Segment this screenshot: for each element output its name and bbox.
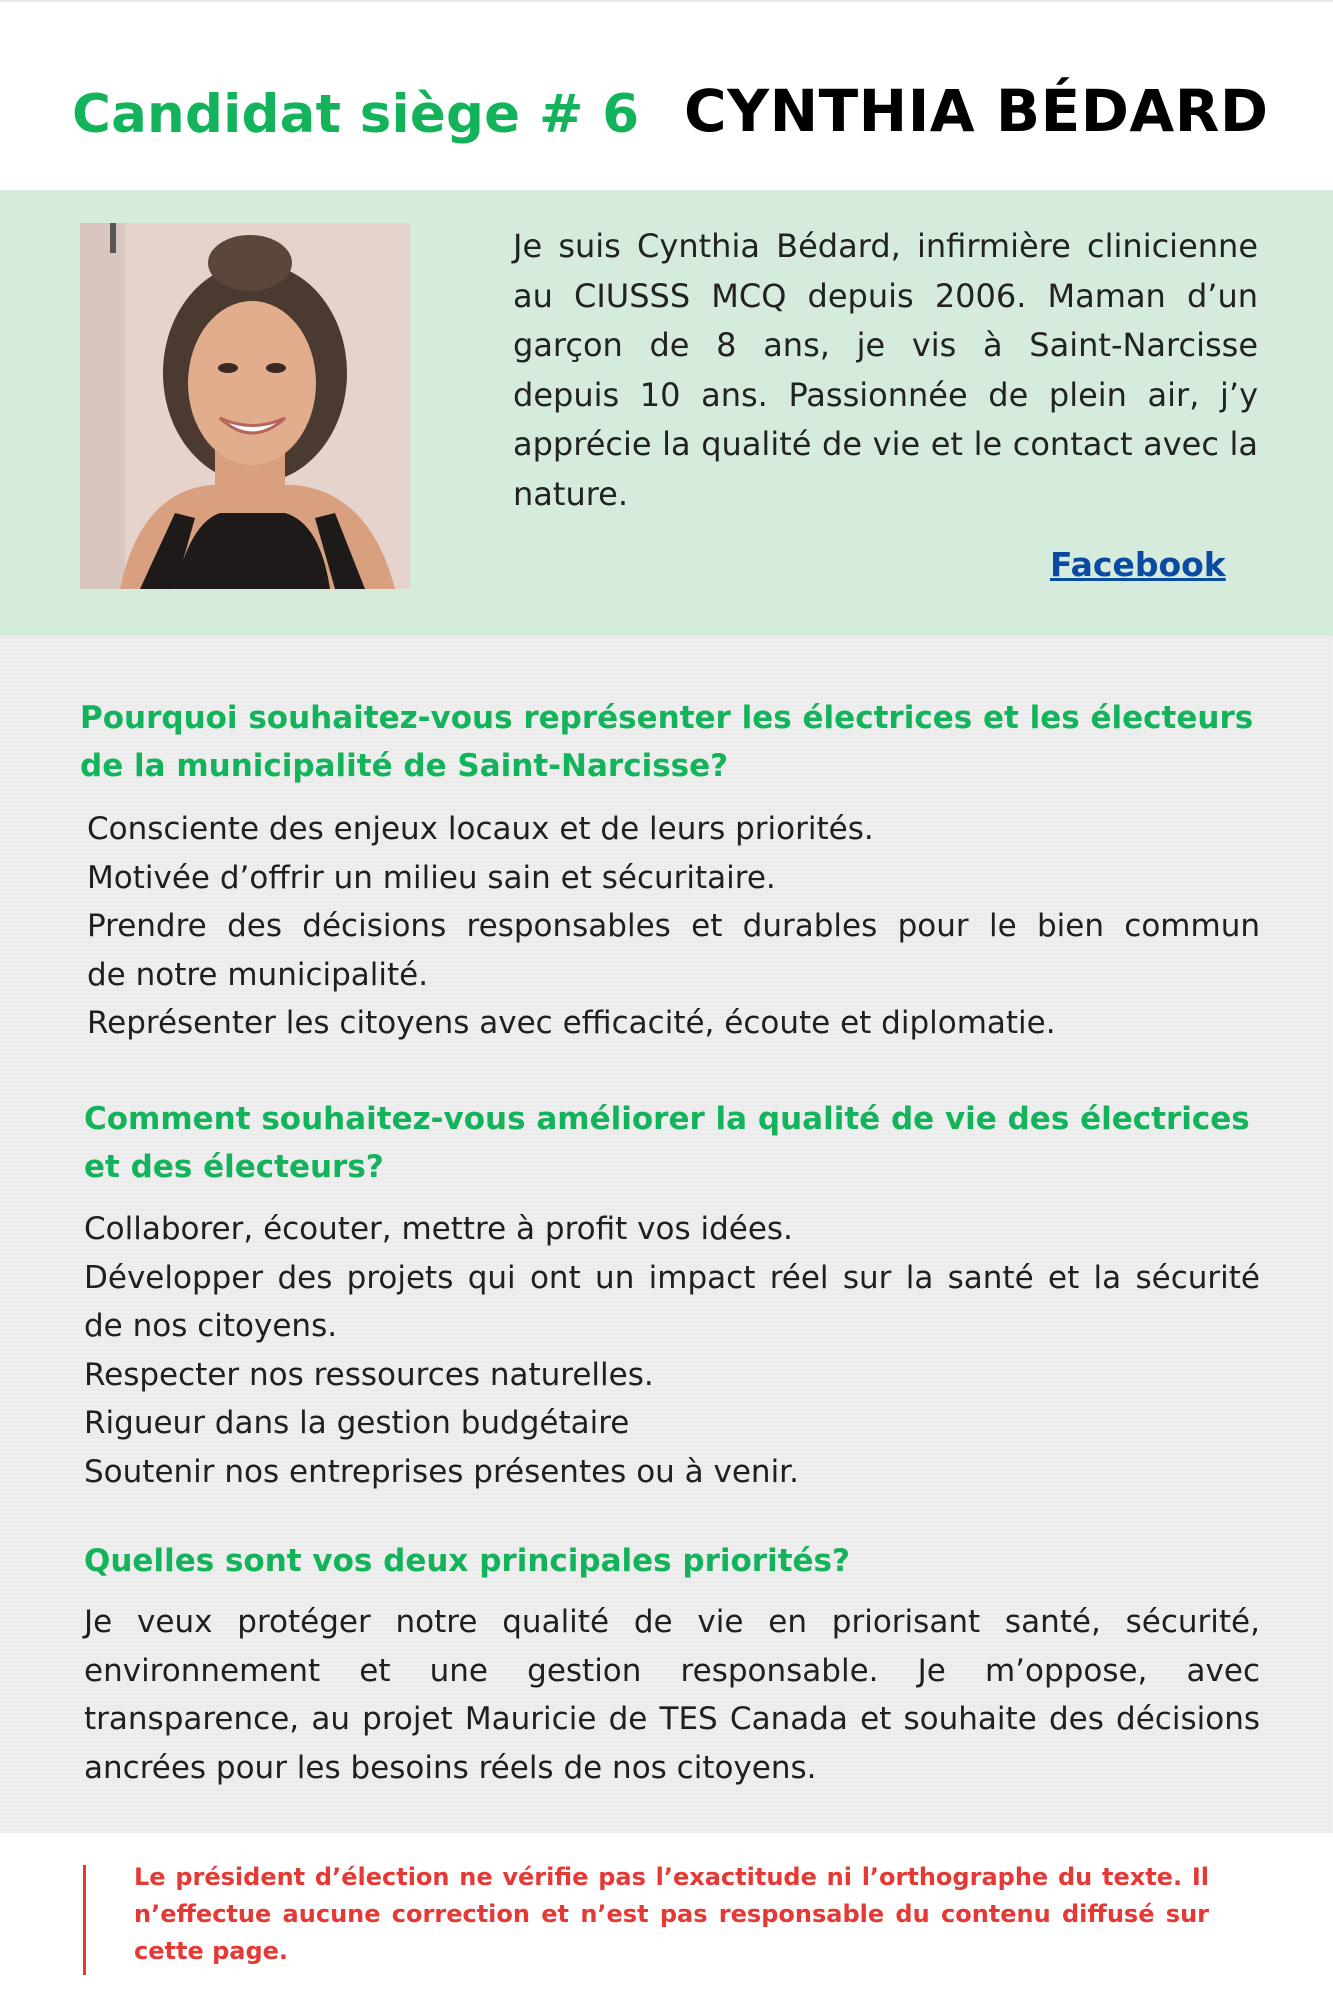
answer-1-line: Représenter les citoyens avec efficacité, écoute et diplomatie. [87, 1005, 1056, 1041]
answer-1-line: Consciente des enjeux locaux et de leurs priorités. [87, 811, 874, 847]
question-2: Comment souhaitez-vous améliorer la qualité de vie des électrices et des électeurs? [84, 1101, 1250, 1185]
answer-1-line: Motivée d’offrir un milieu sain et sécuritaire. [87, 859, 776, 896]
candidate-name: CYNTHIA BÉDARD [684, 77, 1269, 145]
question-3: Quelles sont vos deux principales priorités? [84, 1543, 850, 1579]
disclaimer-text: Le président d’élection ne vérifie pas l’exactitude ni l’orthographe du texte. Il n’effectue aucune correction et n’est pas responsable du contenu diffusé sur cette page. [134, 1863, 1209, 1965]
questions-section [0, 636, 1333, 1833]
answer-1-line: de notre municipalité. [87, 956, 429, 993]
disclaimer-bar [83, 1865, 86, 1975]
answer-2 [84, 1205, 1260, 1496]
candidate-photo [80, 223, 410, 589]
answer-1-line: Prendre des décisions responsables et durables pour le bien commun [87, 908, 1260, 944]
answer-2-line: Rigueur dans la gestion budgétaire [84, 1405, 630, 1441]
portrait-illustration [80, 223, 410, 589]
answer-2-line: Soutenir nos entreprises présentes ou à venir. [84, 1453, 799, 1490]
bio-section [0, 190, 1333, 636]
page-header [0, 2, 1333, 190]
answer-2-line: Développer des projets qui ont un impact réel sur la santé et la sécurité [84, 1259, 1260, 1296]
answer-2-line: Collaborer, écouter, mettre à profit vos idées. [84, 1211, 793, 1247]
facebook-link[interactable]: Facebook [1050, 545, 1226, 584]
seat-title: Candidat siège # 6 [72, 84, 640, 145]
answer-1 [87, 805, 1260, 1048]
answer-2-line: de nos citoyens. [84, 1308, 338, 1344]
answer-2-line: Respecter nos ressources naturelles. [84, 1356, 654, 1393]
bio-text: Je suis Cynthia Bédard, infirmière clinicienne au CIUSSS MCQ depuis 2006. Maman d’un garçon de 8 ans, je vis à Saint-Narcisse depuis 10 ans. Passionnée de plein air, j’y apprécie la qualité de vie et le contact avec la nature. [513, 227, 1258, 513]
answer-3: Je veux protéger notre qualité de vie en priorisant santé, sécurité, environnement et une gestion responsable. Je m’oppose, avec transparence, au projet Mauricie de TES Canada et souhaite des décisions ancrées pour les besoins réels de nos citoyens. [84, 1604, 1260, 1786]
question-1: Pourquoi souhaitez-vous représenter les électrices et les électeurs de la municipalité de Saint-Narcisse? [80, 700, 1254, 784]
footer [0, 1833, 1333, 2000]
